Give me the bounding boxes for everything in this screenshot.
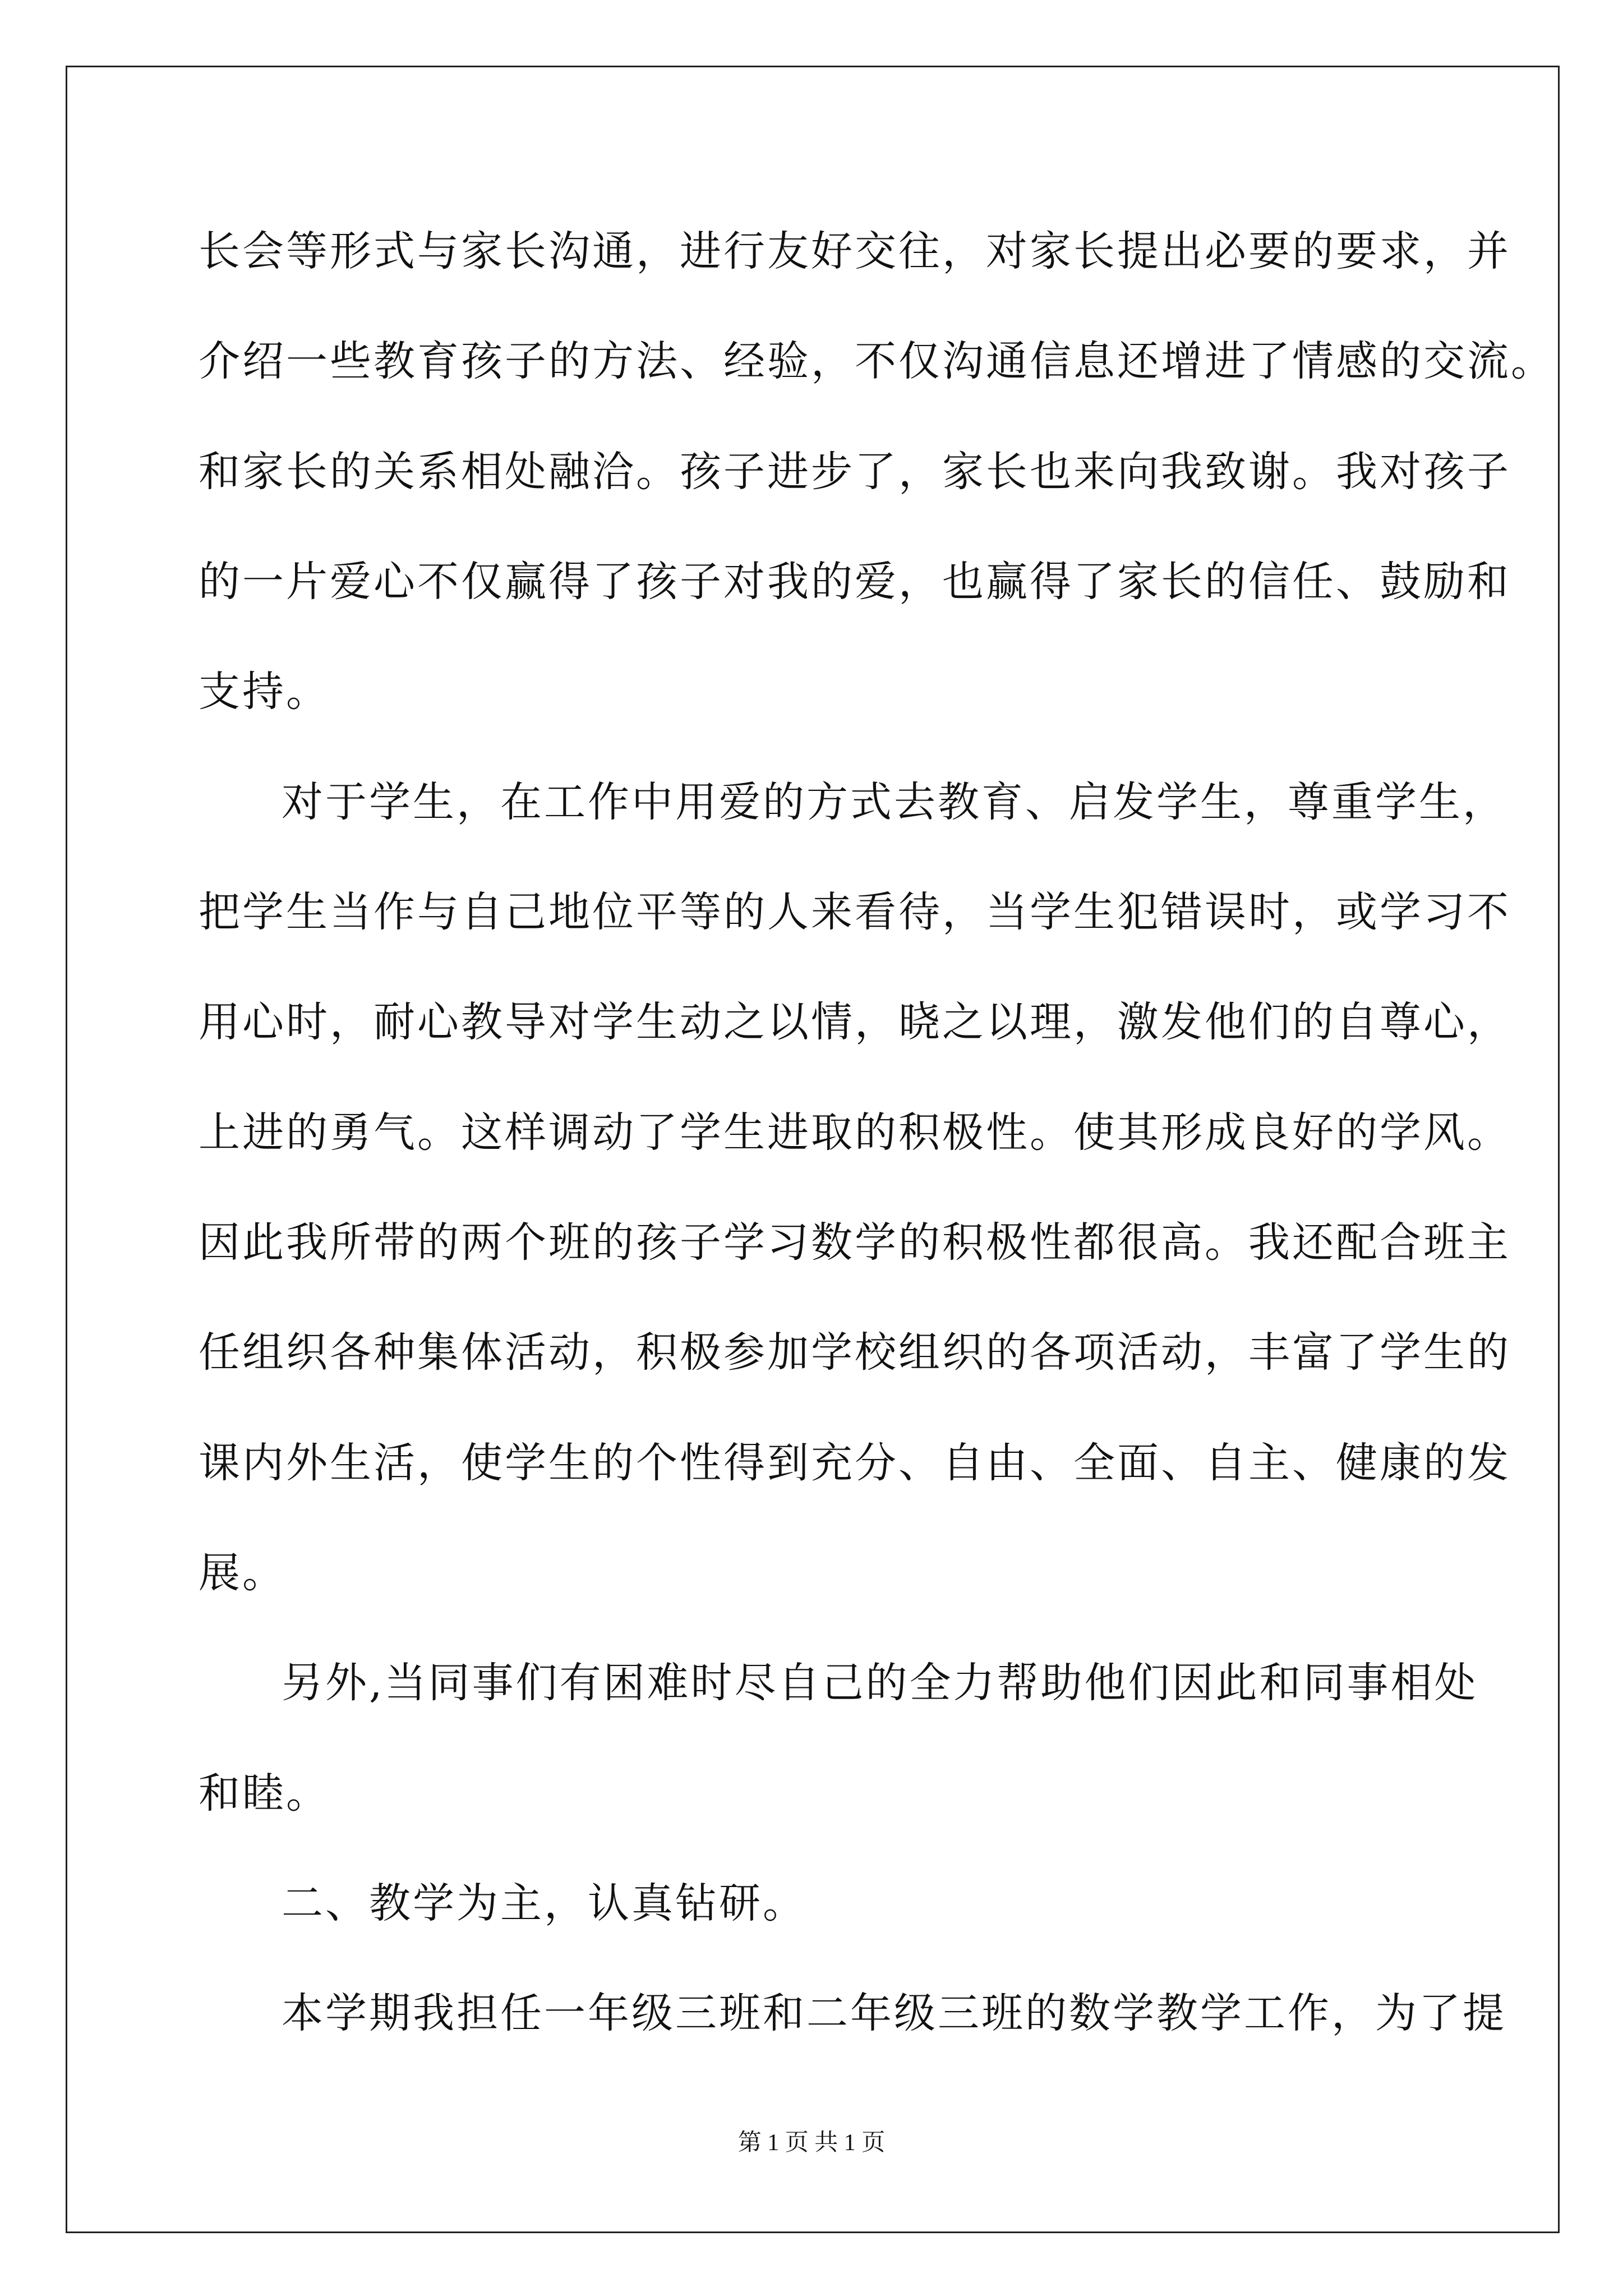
- text-line: 上进的勇气。这样调动了学生进取的积极性。使其形成良好的学风。: [199, 1108, 1511, 1157]
- text-line: 长会等形式与家长沟通，进行友好交往，对家长提出必要的要求，并: [199, 227, 1511, 275]
- text-line: 任组织各种集体活动，积极参加学校组织的各项活动，丰富了学生的: [199, 1328, 1511, 1377]
- page-number-footer: 第 1 页 共 1 页: [737, 2130, 886, 2156]
- text-line: 和家长的关系相处融洽。孩子进步了，家长也来向我致谢。我对孩子: [199, 448, 1511, 496]
- text-line: 支持。: [199, 668, 330, 716]
- paragraph-start-line: 另外,当同事们有困难时尽自己的全力帮助他们因此和同事相处: [282, 1659, 1478, 1707]
- section-heading: 二、教学为主，认真钻研。: [282, 1879, 806, 1927]
- text-line: 用心时，耐心教导对学生动之以情，晓之以理，激发他们的自尊心，: [199, 998, 1511, 1046]
- paragraph-start-line: 本学期我担任一年级三班和二年级三班的数学教学工作，为了提: [282, 1989, 1506, 2037]
- text-line: 介绍一些教育孩子的方法、经验，不仅沟通信息还增进了情感的交流。: [199, 337, 1555, 385]
- text-line: 课内外生活，使学生的个性得到充分、自由、全面、自主、健康的发: [199, 1439, 1511, 1487]
- text-line: 展。: [199, 1549, 286, 1597]
- text-line: 因此我所带的两个班的孩子学习数学的积极性都很高。我还配合班主: [199, 1218, 1511, 1267]
- text-line: 和睦。: [199, 1769, 330, 1818]
- paragraph-start-line: 对于学生，在工作中用爱的方式去教育、启发学生，尊重学生，: [282, 778, 1506, 826]
- text-line: 的一片爱心不仅赢得了孩子对我的爱，也赢得了家长的信任、鼓励和: [199, 558, 1511, 606]
- text-line: 把学生当作与自己地位平等的人来看待，当学生犯错误时，或学习不: [199, 888, 1511, 936]
